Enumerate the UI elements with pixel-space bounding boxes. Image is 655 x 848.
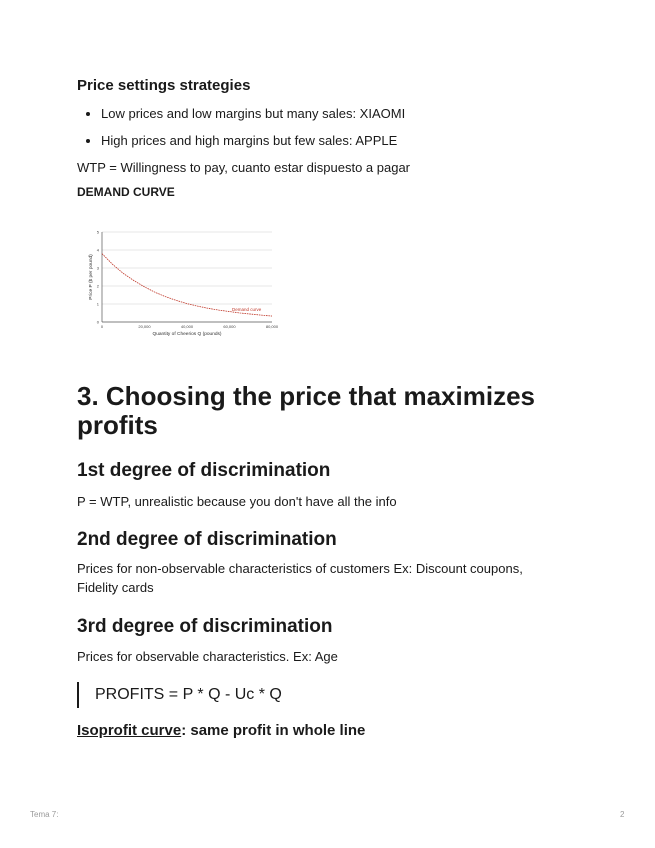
y-tick-label: 1 bbox=[96, 301, 99, 307]
first-degree-heading: 1st degree of discrimination bbox=[77, 460, 331, 481]
pricing-strategies-heading: Price settings strategies bbox=[77, 77, 251, 94]
y-tick-labels bbox=[97, 230, 100, 325]
second-degree-heading: 2nd degree of discrimination bbox=[77, 529, 337, 550]
y-tick-label: 5 bbox=[96, 229, 99, 235]
list-item: • High prices and high margins but few sales: APPLE bbox=[101, 131, 405, 158]
y-tick-label: 0 bbox=[96, 319, 99, 325]
x-tick-label: 80,000 bbox=[265, 324, 279, 329]
first-degree-text: P = WTP, unrealistic because you don't have all the info bbox=[77, 494, 397, 509]
demand-curve-chart bbox=[86, 222, 280, 340]
footer-title: Tema 7: bbox=[30, 810, 59, 819]
x-tick-labels bbox=[101, 324, 279, 329]
x-tick-label: 60,000 bbox=[223, 324, 236, 329]
isoprofit-description: : same profit in whole line bbox=[181, 722, 366, 739]
profits-section-heading: 3. Choosing the price that maximizes profits bbox=[77, 381, 535, 440]
y-axis-label: Price P ($ per pound) bbox=[89, 254, 94, 300]
third-degree-heading: 3rd degree of discrimination bbox=[77, 616, 333, 637]
x-tick-label: 20,000 bbox=[138, 324, 151, 329]
x-tick-label: 0 bbox=[100, 324, 104, 329]
chart-grid bbox=[102, 232, 272, 304]
demand-curve-series-label: Demand curve bbox=[232, 307, 262, 312]
x-axis-label: Quantity of Cheerios Q (pounds) bbox=[152, 332, 222, 337]
second-degree-text: Prices for non-observable characteristics of customers Ex: Discount coupons, Fidelity cards bbox=[77, 561, 523, 595]
profit-formula-quote: PROFITS = P * Q - Uc * Q bbox=[77, 682, 282, 708]
y-tick-label: 4 bbox=[96, 247, 99, 253]
y-tick-label: 3 bbox=[96, 265, 99, 271]
list-item: • Low prices and low margins but many sales: XIAOMI bbox=[101, 104, 405, 131]
isoprofit-definition bbox=[77, 722, 365, 739]
pricing-strategies-list bbox=[77, 104, 405, 158]
x-tick-label: 40,000 bbox=[180, 324, 194, 329]
third-degree-text: Prices for observable characteristics. Ex: Age bbox=[77, 649, 338, 664]
isoprofit-term: Isoprofit curve bbox=[77, 722, 182, 739]
demand-curve-label: DEMAND CURVE bbox=[77, 185, 175, 199]
footer-page-number: 2 bbox=[620, 810, 625, 819]
wtp-definition: WTP = Willingness to pay, cuanto estar dispuesto a pagar bbox=[77, 160, 410, 175]
y-tick-label: 2 bbox=[96, 283, 99, 289]
